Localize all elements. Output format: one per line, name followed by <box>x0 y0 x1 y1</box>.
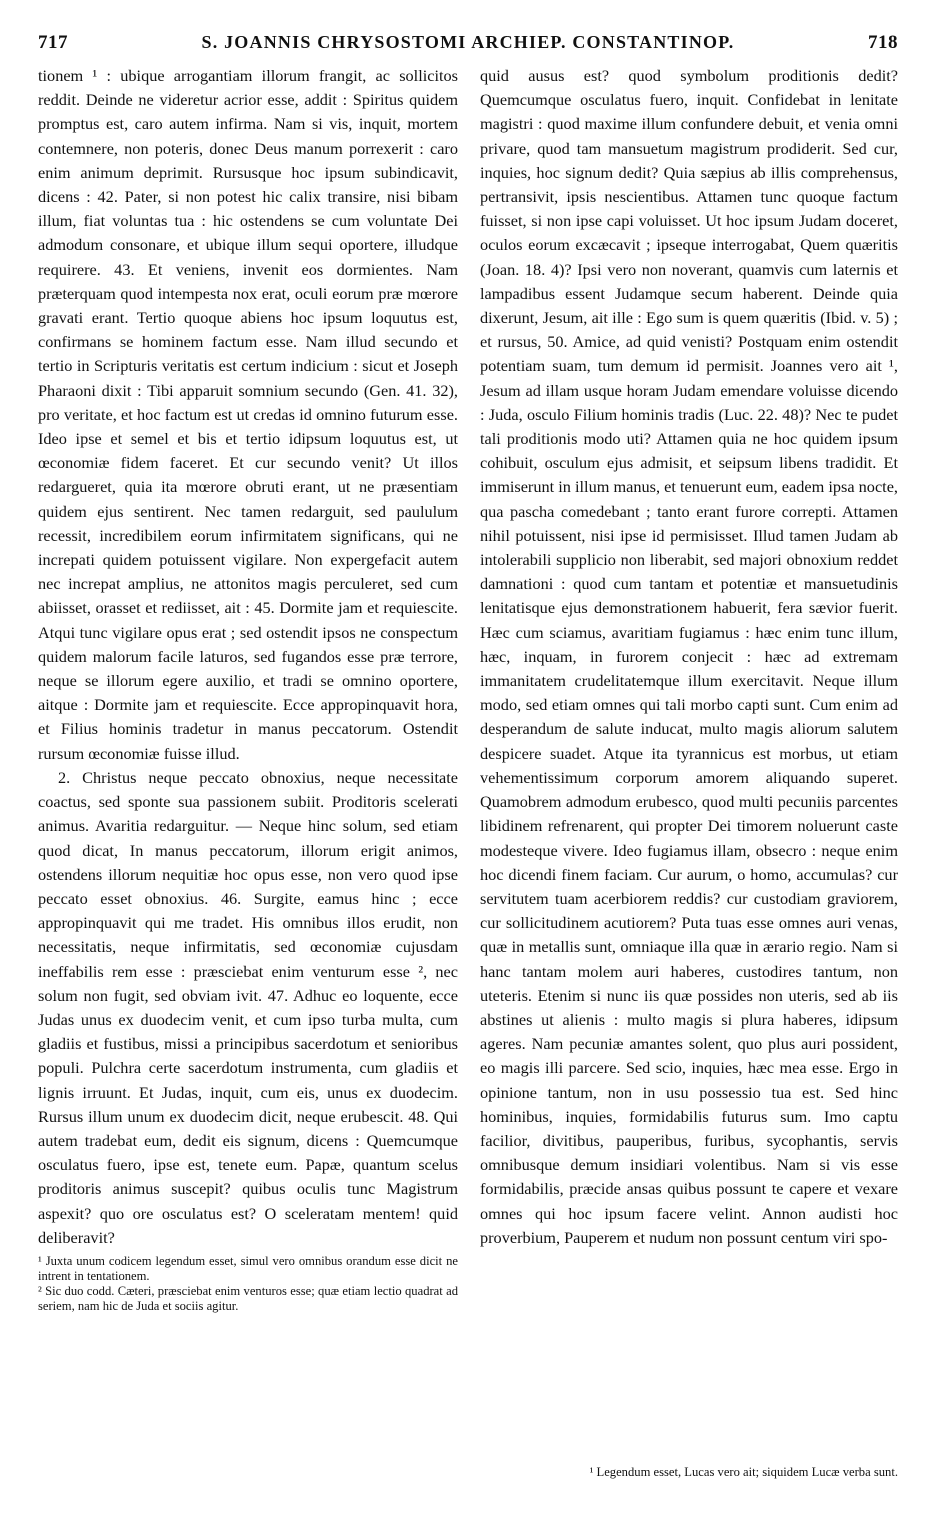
page-header <box>38 32 898 62</box>
left-footnote-2: ² Sic duo codd. Cæteri, præsciebat enim venturos esse; quæ etiam lectio quadrat ad seriem, nam hic de Juda et sociis agitur. <box>38 1283 458 1313</box>
right-column <box>480 64 898 1250</box>
page-number-left: 717 <box>38 32 68 53</box>
page-number-right: 718 <box>867 32 898 53</box>
left-paragraph-2: 2. Christus neque peccato obnoxius, neque necessitate coactus, sed sponte sua passionem subiit. Proditoris scelerati animus. Avaritia redarguitur. — Neque hinc solum, sed etiam quod dicat, In manus peccatorum, illorum erigit animos, ostendens illorum nequitiæ hoc opus esse, non vero quod ipse peccato esset obnoxius. 46. Surgite, eamus hinc ; ecce appropinquavit qui me tradet. His omnibus illos erudit, non necessitatis, neque infirmitatis, sed œconomiæ cujusdam ineffabilis rem esse : præsciebat enim venturum esse ², nec solum non fugit, sed obviam ivit. 47. Adhuc eo loquente, ecce Judas unus ex duodecim venit, et cum ipso turba multa, cum gladiis et fustibus, missi a principibus sacerdotum et senioribus populi. Pulchra certe sacerdotum instrumenta, cum gladiis et lignis irruunt. Et Judas, inquit, cum eis, unus ex duodecim. Rursus illum unum ex duodecim dicit, neque erubescit. 48. Qui autem tradebat eum, dedit eis signum, dicens : Quemcumque osculatus fuero, ipse est, tenete eum. Papæ, quantum scelus proditoris animus suscepit? quibus oculis tunc Magistrum aspexit? quo ore osculatus est? O sceleratam mentem! quid deliberavit? <box>38 767 458 1247</box>
left-paragraph-1: tionem ¹ : ubique arrogantiam illorum frangit, ac sollicitos reddit. Deinde ne videretur acrior esse, addit : Spiritus quidem promptus est, caro autem infirma. Nam si vis, inquit, mortem contemnere, non poteris, donec Deus manum porrexerit : caro enim animum deprimit. Rursusque hoc ipsum subindicavit, dicens : 42. Pater, si non potest hic calix transire, nisi bibam illum, fiat voluntas tua : hic ostendens se cum voluntate Dei admodum consonare, et ubique illum sequi oportere, illudque requirere. 43. Et veniens, invenit eos dormientes. Nam præterquam quod intempesta nox erat, oculi eorum præ mœrore gravati erant. Tertio quoque abiens hoc ipsum loquutus est, confirmans se hominem factum esse. Nam illud secundo et tertio in Scripturis veritatis est certum indicium : sicut et Joseph Pharaoni dixit : Tibi apparuit somnium secundo (Gen. 41. 32), pro veritate, et hoc factum est ut credas id omnino futurum esse. Ideo ipse et semel et bis et tertio idipsum loquutus est, ut œconomiæ fidem faceret. Et cur secundo venit? Ut illos redargueret, quia ita mœrore obruti erant, ut ne præsentiam quidem ejus sentirent. Nec tamen redarguit, sed paululum recessit, incredibilem eorum infirmitatem significans, qui ne increpati quidem potuissent vigilare. Non expergefacit autem nec increpat amplius, ne attonitos magis perculeret, sed cum abiisset, orasset et rediisset, ait : 45. Dormite jam et requiescite. Atqui tunc vigilare opus erat ; sed ostendit ipsos ne conspectum quidem malorum facile laturos, sed fugandos esse præ terrore, neque se illorum egere auxilio, et tradi se omnino oportere, aitque : Dormite jam et requiescite. Ecce appropinquavit hora, et Filius hominis tradetur in manus peccatorum. Ostendit rursum œconomiæ fuisse illud. <box>38 66 458 763</box>
left-column <box>38 64 458 1314</box>
right-paragraph-1: quid ausus est? quod symbolum proditionis dedit? Quemcumque osculatus fuero, inquit. Confidebat in lenitate magistri : quod maxime illum confundere debuit, et venia omni privare, quod tam mansuetum magistrum prodiderit. Sed cur, inquies, hoc signum dedit? Quia sæpius ab illis comprehensus, pertransivit, ipsis nescientibus. Attamen tunc quoque factum fuisset, si non ipse capi voluisset. Ut hoc ipsum Judam doceret, oculos eorum excæcavit ; ipseque interrogabat, Quem quæritis (Joan. 18. 4)? Ipsi vero non noverant, quamvis cum laternis et lampadibus essent Judamque secum haberent. Deinde quia dixerunt, Jesum, ait ille : Ego sum is quem quæritis (Ibid. v. 5) ; et rursus, 50. Amice, ad quid venisti? Postquam enim ostendit potentiam suam, tum demum id permisit. Joannes vero ait ¹, Jesum ad illam usque horam Judam emendare voluisse dicendo : Juda, osculo Filium hominis tradis (Luc. 22. 48)? Nec te pudet tali proditionis modo uti? Attamen quia ne hoc quidem ipsum cohibuit, osculum ejus admisit, et seipsum libens tradidit. Et immiserunt in illum manus, et tenuerunt eum, eadem ipsa nocte, qua pascha comedebant ; tanto erant furore correpti. Attamen nihil potuissent, nisi ipse id permisisset. Illud tamen Judam ab intolerabili supplicio non liberabit, sed majori obnoxium reddet damnationi : quod cum tantam et potentiæ et mansuetudinis lenitatisque ejus demonstrationem habuerit, fera sævior fuerit. Hæc cum sciamus, avaritiam fugiamus : hæc enim tunc illum, hæc, inquam, in furorem conjecit : hæc ad extremam immanitatem crudelitatemque illum exercitavit. Neque illum modo, sed etiam omnes qui tali morbo capti sunt. Cum enim ad desperandum de salute inducat, multo magis aliorum salutem despicere suadet. Atque ita tyrannicus est morbus, ut etiam vehementissimum corporum amorem aliquando superet. Quamobrem admodum erubesco, quod multi pecuniis parcentes libidinem refrenarent, qui propter Dei timorem noluerunt caste modesteque vivere. Ideo fugiamus illam, obsecro : neque enim hoc dicendi finem faciam. Cur aurum, o homo, accumulas? cur servitutem tuam acerbiorem reddis? cur custodiam graviorem, cur sollicitudinem acutiorem? Puta tuas esse omnes auri venas, quæ in metallis sunt, omniaque illa quæ in ærario regio. Nam si hanc tantam molem auri haberes, custodires tantum, non uteteris. Etenim si nunc iis quæ possides non uteris, sed ab iis abstines ut alienis : multo magis si plura haberes, idipsum ageres. Nam pecuniæ amantes solent, quo plus auri possident, eo magis illi parcere. Sed scio, inquies, hæc mea esse. Ergo in opinione tantum, non in usu possessio tua est. Sed hinc hominibus, inquies, formidabilis futurus sum. Imo captu facilior, divitibus, pauperibus, furibus, sycophantis, servis omnibusque demum insidiari volentibus. Nam si vis esse formidabilis, præcide ansas quibus possunt te capere et vexare omnes qui hoc ipsum facere velint. Annon audisti hoc proverbium, Pauperem et nudum non possunt centum viri spo- <box>480 66 898 1247</box>
right-footnote-1: ¹ Legendum esset, Lucas vero ait; siquidem Lucæ verba sunt. <box>589 1465 898 1479</box>
running-title: S. JOANNIS CHRYSOSTOMI ARCHIEP. CONSTANTINOP. <box>201 32 735 52</box>
left-footnote-1: ¹ Juxta unum codicem legendum esset, simul vero omnibus orandum esse dicit ne intrent in tentationem. <box>38 1253 458 1283</box>
